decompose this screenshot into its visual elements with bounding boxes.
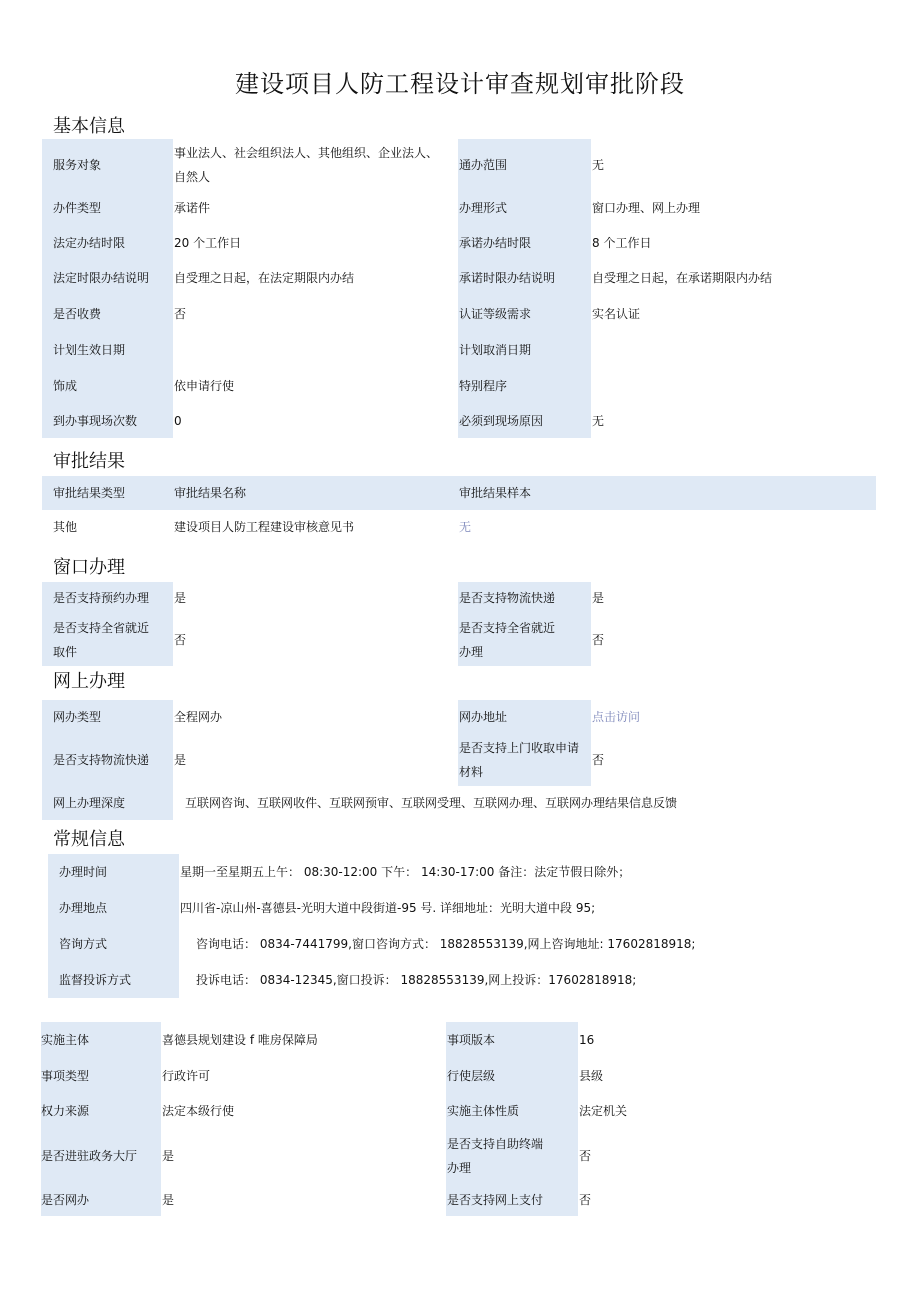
value-promise-desc: 自受理之日起，在承诺期限内办结 [592,271,773,285]
value-item-version: 16 [579,1033,595,1047]
label-subject-nature: 实施主体性质 [446,1094,578,1128]
value-complaint-method: 投诉电话： 0834-12345,窗口投诉： 18828553139,网上投诉：17602818918; [196,973,637,987]
value-form: 依申请行使 [174,379,235,393]
label-nearby-handle: 是否支持全省就近办理 [458,614,591,666]
label-handle-form: 办理形式 [458,191,591,225]
section-window-heading: 窗口办理 [53,557,125,578]
label-item-version: 事项版本 [446,1022,578,1058]
value-visit-count: 0 [174,414,182,428]
value-appointment: 是 [174,591,187,605]
section-basic-heading: 基本信息 [53,116,125,137]
label-service-object: 服务对象 [42,139,173,191]
label-online-depth: 网上办理深度 [42,786,173,820]
label-appointment: 是否支持预约办理 [42,582,173,614]
label-in-hall: 是否进驻政务大厅 [41,1128,161,1184]
label-online-address: 网办地址 [458,700,591,734]
label-consult-method: 咨询方式 [48,926,179,962]
value-item-type: 行政许可 [162,1069,211,1083]
result-header-type: 审批结果类型 [53,486,126,500]
value-subject-nature: 法定机关 [579,1104,628,1118]
value-legal-desc: 自受理之日起，在法定期限内办结 [174,271,355,285]
value-auth-level: 实名认证 [592,307,641,321]
label-special-proc: 特别程序 [458,368,591,404]
result-type-value: 其他 [53,520,78,534]
value-nearby-handle: 否 [592,633,605,647]
label-cross-scope: 通办范围 [458,139,591,191]
value-impl-subject: 喜德县规划建设 f 唯房保障局 [162,1033,318,1047]
value-service-object: 事业法人、社会组织法人、其他组织、企业法人、自然人 [174,146,439,184]
value-online-depth: 互联网咨询、互联网收件、互联网预审、互联网受理、互联网办理、互联网办理结果信息反馈 [185,796,678,810]
value-nearby-pickup: 否 [174,633,187,647]
result-header-name: 审批结果名称 [174,486,247,500]
label-exercise-level: 行使层级 [446,1058,578,1094]
section-online-heading: 网上办理 [53,671,125,692]
label-impl-subject: 实施主体 [41,1022,161,1058]
value-plan-effective [173,332,458,368]
value-power-source: 法定本级行使 [162,1104,235,1118]
label-item-type: 事项类型 [41,1058,161,1094]
value-online-type: 全程网办 [174,710,223,724]
value-online-logistics: 是 [174,753,187,767]
label-promise-limit: 承诺办结时限 [458,225,591,260]
label-complaint-method: 监督投诉方式 [48,962,179,998]
value-special-proc [591,368,876,404]
section-result-heading: 审批结果 [53,451,125,472]
label-visit-count: 到办事现场次数 [42,404,173,438]
value-case-type: 承诺件 [174,201,211,215]
label-plan-effective: 计划生效日期 [42,332,173,368]
label-online-payment: 是否支持网上支付 [446,1184,578,1216]
label-case-type: 办件类型 [42,191,173,225]
label-legal-limit: 法定办结时限 [42,225,173,260]
label-online-handle: 是否网办 [41,1184,161,1216]
label-onsite-reason: 必须到现场原因 [458,404,591,438]
label-power-source: 权力来源 [41,1094,161,1128]
result-header-sample: 审批结果样本 [459,486,532,500]
value-handle-form: 窗口办理、网上办理 [592,201,701,215]
value-self-terminal: 否 [579,1149,592,1163]
label-logistics: 是否支持物流快递 [458,582,591,614]
label-office-location: 办理地点 [48,890,179,926]
value-online-handle: 是 [162,1193,175,1207]
value-logistics: 是 [592,591,605,605]
label-self-terminal: 是否支持自助终端办理 [446,1128,578,1184]
label-nearby-pickup: 是否支持全省就近取件 [42,614,173,666]
value-exercise-level: 县级 [579,1069,604,1083]
result-sample-link[interactable]: 无 [459,520,472,534]
label-office-hours: 办理时间 [48,854,179,890]
value-promise-limit: 8 个工作日 [592,235,652,250]
page-title: 建设项目人防工程设计审查规划审批阶段 [235,70,685,98]
label-plan-cancel: 计划取消日期 [458,332,591,368]
value-fee: 否 [174,307,187,321]
label-online-type: 网办类型 [42,700,173,734]
label-legal-desc: 法定时限办结说明 [42,260,173,296]
label-promise-desc: 承诺时限办结说明 [458,260,591,296]
value-plan-cancel [591,332,876,368]
label-fee: 是否收费 [42,296,173,332]
value-office-hours: 星期一至星期五上午： 08:30-12:00 下午： 14:30-17:00 备注：法定节假日除外； [180,865,631,879]
online-visit-link[interactable]: 点击访问 [592,710,641,724]
label-door-pickup: 是否支持上门收取申请材料 [458,734,591,786]
label-online-logistics: 是否支持物流快递 [42,734,173,786]
value-legal-limit: 20 个工作日 [174,235,242,250]
label-form: 饰成 [42,368,173,404]
result-name-value: 建设项目人防工程建设审核意见书 [174,520,355,534]
label-auth-level: 认证等级需求 [458,296,591,332]
value-door-pickup: 否 [592,753,605,767]
value-online-payment: 否 [579,1193,592,1207]
value-in-hall: 是 [162,1149,175,1163]
value-cross-scope: 无 [592,158,605,172]
section-regular-heading: 常规信息 [53,829,125,850]
value-onsite-reason: 无 [592,414,605,428]
value-office-location: 四川省-凉山州-喜德县-光明大道中段街道-95 号. 详细地址：光明大道中段 95; [180,901,596,915]
value-consult-method: 咨询电话： 0834-7441799,窗口咨询方式： 18828553139,网上咨询地址: 17602818918; [196,937,696,951]
